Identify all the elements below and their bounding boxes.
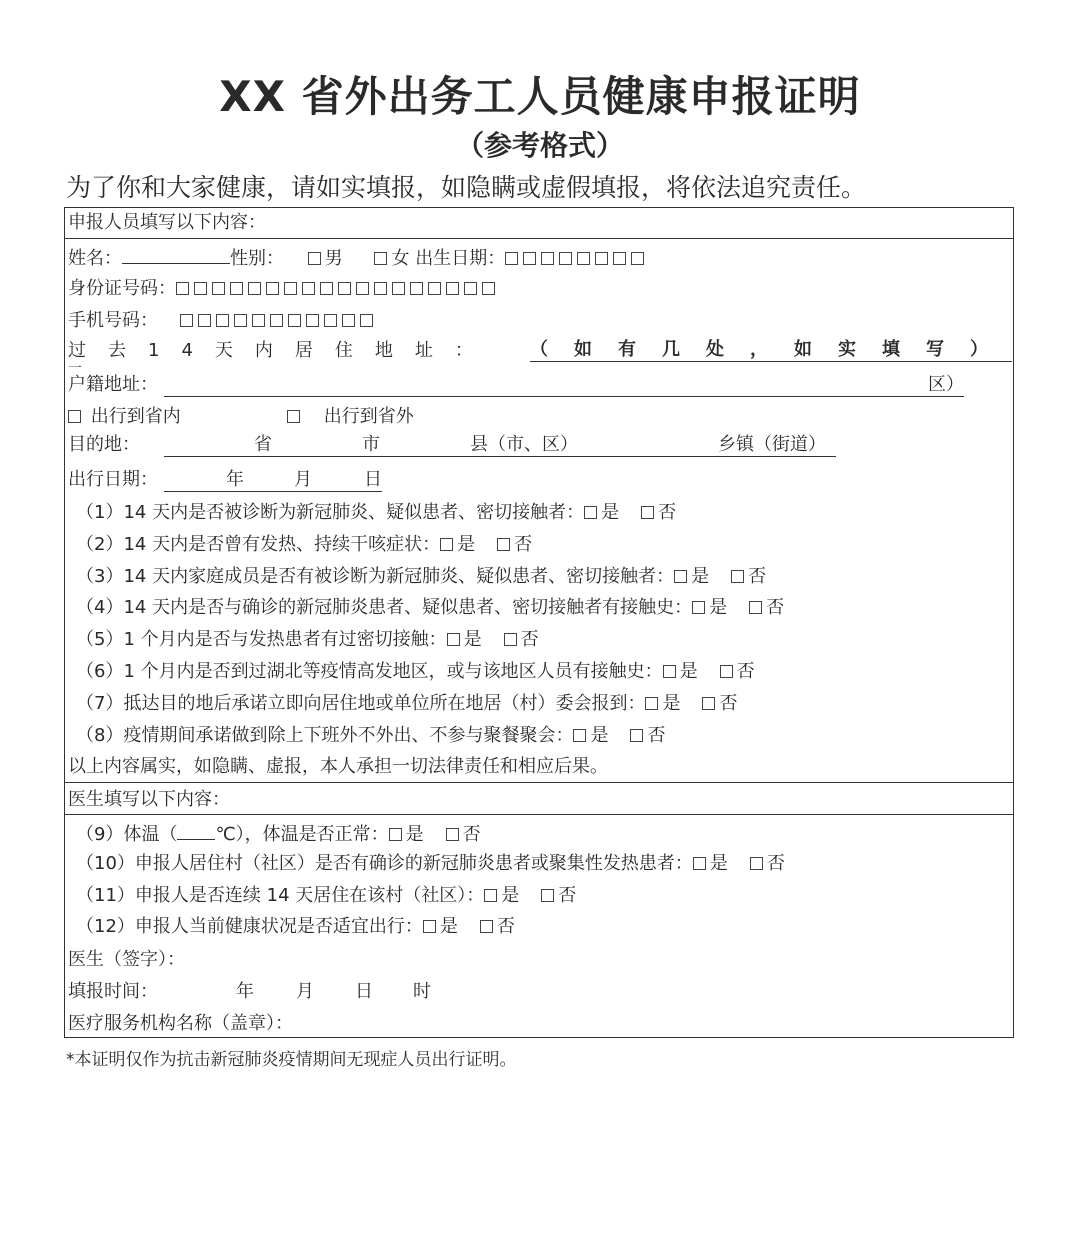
yes-checkbox[interactable] <box>447 633 460 646</box>
question-text: （4）14 天内是否与确诊的新冠肺炎患者、疑似患者、密切接触者有接触史： <box>76 597 693 618</box>
no-checkbox[interactable] <box>731 570 744 583</box>
applicant-section-label: 申报人员填写以下内容： <box>68 212 266 233</box>
no-label: 否 <box>496 916 515 937</box>
month-label: 月 <box>294 469 312 490</box>
doctor-section-label: 医生填写以下内容： <box>68 789 230 810</box>
question-11 <box>76 885 576 907</box>
yes-label: 是 <box>709 853 728 874</box>
question-text: （7）抵达目的地后承诺立即向居住地或单位所在地居（村）委会报到： <box>76 693 646 714</box>
no-checkbox[interactable] <box>641 506 654 519</box>
yes-checkbox[interactable] <box>423 920 436 933</box>
question-text: （11）申报人是否连续 14 天居住在该村（社区）： <box>76 885 485 906</box>
travel-date-label: 出行日期： <box>68 469 158 490</box>
phone-number-boxes[interactable] <box>180 310 378 331</box>
question-9 <box>76 821 481 846</box>
question-text: （8）疫情期间承诺做到除上下班外不外出、不参与聚餐聚会： <box>76 725 574 746</box>
footnote: *本证明仅作为抗击新冠肺炎疫情期间无现症人员出行证明。 <box>66 1050 517 1070</box>
fill-time-label: 填报时间： <box>68 981 158 1002</box>
form-title: XX 省外出务工人员健康申报证明 <box>219 72 861 121</box>
phone-label: 手机号码： <box>68 310 158 331</box>
question-text: （3）14 天内家庭成员是否有被诊断为新冠肺炎、疑似患者、密切接触者： <box>76 566 675 587</box>
birth-date-boxes[interactable] <box>505 248 649 269</box>
yes-checkbox[interactable] <box>389 828 402 841</box>
travel-out-checkbox[interactable] <box>287 410 300 423</box>
travel-out-label: 出行到省外 <box>323 406 414 427</box>
phone-row <box>68 310 378 332</box>
yes-checkbox[interactable] <box>645 697 658 710</box>
no-checkbox[interactable] <box>497 538 510 551</box>
yes-label: 是 <box>679 661 698 682</box>
travel-in-checkbox[interactable] <box>68 410 81 423</box>
destination-label: 目的地： <box>68 434 140 455</box>
no-checkbox[interactable] <box>702 697 715 710</box>
no-checkbox[interactable] <box>750 857 763 870</box>
no-checkbox[interactable] <box>480 920 493 933</box>
household-suffix: 区） <box>928 374 964 395</box>
question-4 <box>76 597 784 619</box>
fill-time-row <box>68 981 158 1003</box>
travel-out-option <box>287 406 414 428</box>
question-text: （6）1 个月内是否到过湖北等疫情高发地区，或与该地区人员有接触史： <box>76 661 663 682</box>
question-text: （9）体温（ <box>76 824 178 845</box>
question-1 <box>76 502 676 524</box>
yes-label: 是 <box>405 824 424 845</box>
question-text: （10）申报人居住村（社区）是否有确诊的新冠肺炎患者或聚集性发热患者： <box>76 853 693 874</box>
destination-field[interactable] <box>164 434 836 457</box>
no-label: 否 <box>520 629 539 650</box>
no-label: 否 <box>658 502 677 523</box>
dest-city: 市 <box>362 434 380 455</box>
no-label: 否 <box>647 725 666 746</box>
birth-label: 出生日期： <box>415 248 506 269</box>
no-label: 否 <box>462 824 481 845</box>
yes-label: 是 <box>662 693 681 714</box>
yes-checkbox[interactable] <box>692 601 705 614</box>
household-row <box>68 374 158 396</box>
male-checkbox[interactable] <box>308 252 321 265</box>
yes-label: 是 <box>439 916 458 937</box>
no-label: 否 <box>558 885 577 906</box>
no-checkbox[interactable] <box>504 633 517 646</box>
divider <box>64 238 1014 239</box>
no-checkbox[interactable] <box>630 729 643 742</box>
overflow-dash: 一 <box>68 361 82 377</box>
question-text: （1）14 天内是否被诊断为新冠肺炎、疑似患者、密切接触者： <box>76 502 585 523</box>
question-5 <box>76 629 539 651</box>
question-8 <box>76 725 665 747</box>
no-checkbox[interactable] <box>749 601 762 614</box>
form-subtitle: （参考格式） <box>455 129 624 162</box>
question-3 <box>76 566 766 588</box>
question-text: （5）1 个月内是否与发热患者有过密切接触： <box>76 629 447 650</box>
question-6 <box>76 661 755 683</box>
intro-text: 为了你和大家健康，请如实填报，如隐瞒或虚假填报，将依法追究责任。 <box>66 173 867 202</box>
yes-checkbox[interactable] <box>584 506 597 519</box>
travel-date-field[interactable] <box>164 469 382 492</box>
temperature-field[interactable] <box>177 821 215 840</box>
address-hint[interactable]: （如有几处，如实填写） <box>530 339 1014 360</box>
dest-town: 乡镇（街道） <box>718 434 826 455</box>
household-field[interactable] <box>164 374 964 397</box>
travel-in-label: 出行到省内 <box>90 406 181 427</box>
question-text: （2）14 天内是否曾有发热、持续干咳症状： <box>76 534 441 555</box>
question-text-suffix: ℃），体温是否正常： <box>215 824 389 845</box>
yes-label: 是 <box>501 885 520 906</box>
no-label: 否 <box>766 853 785 874</box>
question-12 <box>76 916 515 938</box>
no-label: 否 <box>719 693 738 714</box>
no-label: 否 <box>748 566 767 587</box>
name-field[interactable] <box>122 245 230 264</box>
yes-label: 是 <box>590 725 609 746</box>
doctor-signature-label: 医生（签字）： <box>68 949 185 970</box>
no-checkbox[interactable] <box>720 665 733 678</box>
id-label: 身份证号码： <box>68 278 176 299</box>
gender-label: 性别： <box>230 248 284 269</box>
yes-checkbox[interactable] <box>484 889 497 902</box>
dest-county: 县（市、区） <box>470 434 578 455</box>
basic-info-row <box>68 245 649 270</box>
yes-checkbox[interactable] <box>663 665 676 678</box>
day-label: 日 <box>364 469 382 490</box>
no-checkbox[interactable] <box>446 828 459 841</box>
no-label: 否 <box>736 661 755 682</box>
yes-checkbox[interactable] <box>674 570 687 583</box>
female-checkbox[interactable] <box>374 252 387 265</box>
female-label: 女 <box>391 248 410 269</box>
fill-time-month: 月 <box>296 981 314 1002</box>
year-label: 年 <box>226 469 244 490</box>
question-10 <box>76 853 785 875</box>
id-number-boxes[interactable] <box>176 278 500 299</box>
no-label: 否 <box>766 597 785 618</box>
household-label: 户籍地址： <box>68 374 158 395</box>
male-label: 男 <box>324 248 343 269</box>
question-2 <box>76 534 532 556</box>
yes-checkbox[interactable] <box>440 538 453 551</box>
no-checkbox[interactable] <box>541 889 554 902</box>
yes-label: 是 <box>601 502 620 523</box>
fill-time-day: 日 <box>355 981 373 1002</box>
divider <box>64 782 1014 783</box>
fill-time-year: 年 <box>236 981 254 1002</box>
yes-checkbox[interactable] <box>573 729 586 742</box>
fill-time-hour: 时 <box>413 981 431 1002</box>
yes-label: 是 <box>457 534 476 555</box>
travel-scope-row <box>68 406 181 428</box>
yes-label: 是 <box>709 597 728 618</box>
dest-province: 省 <box>254 434 272 455</box>
address-label: 过去14天内居住地址： <box>68 340 495 361</box>
name-label: 姓名： <box>68 248 122 269</box>
yes-label: 是 <box>691 566 710 587</box>
question-text: （12）申报人当前健康状况是否适宜出行： <box>76 916 423 937</box>
org-name-label: 医疗服务机构名称（盖章）： <box>68 1013 293 1034</box>
yes-checkbox[interactable] <box>693 857 706 870</box>
divider <box>64 814 1014 815</box>
declaration: 以上内容属实，如隐瞒、虚报，本人承担一切法律责任和相应后果。 <box>68 756 608 777</box>
id-row <box>68 278 500 300</box>
question-7 <box>76 693 737 715</box>
no-label: 否 <box>514 534 533 555</box>
yes-label: 是 <box>463 629 482 650</box>
